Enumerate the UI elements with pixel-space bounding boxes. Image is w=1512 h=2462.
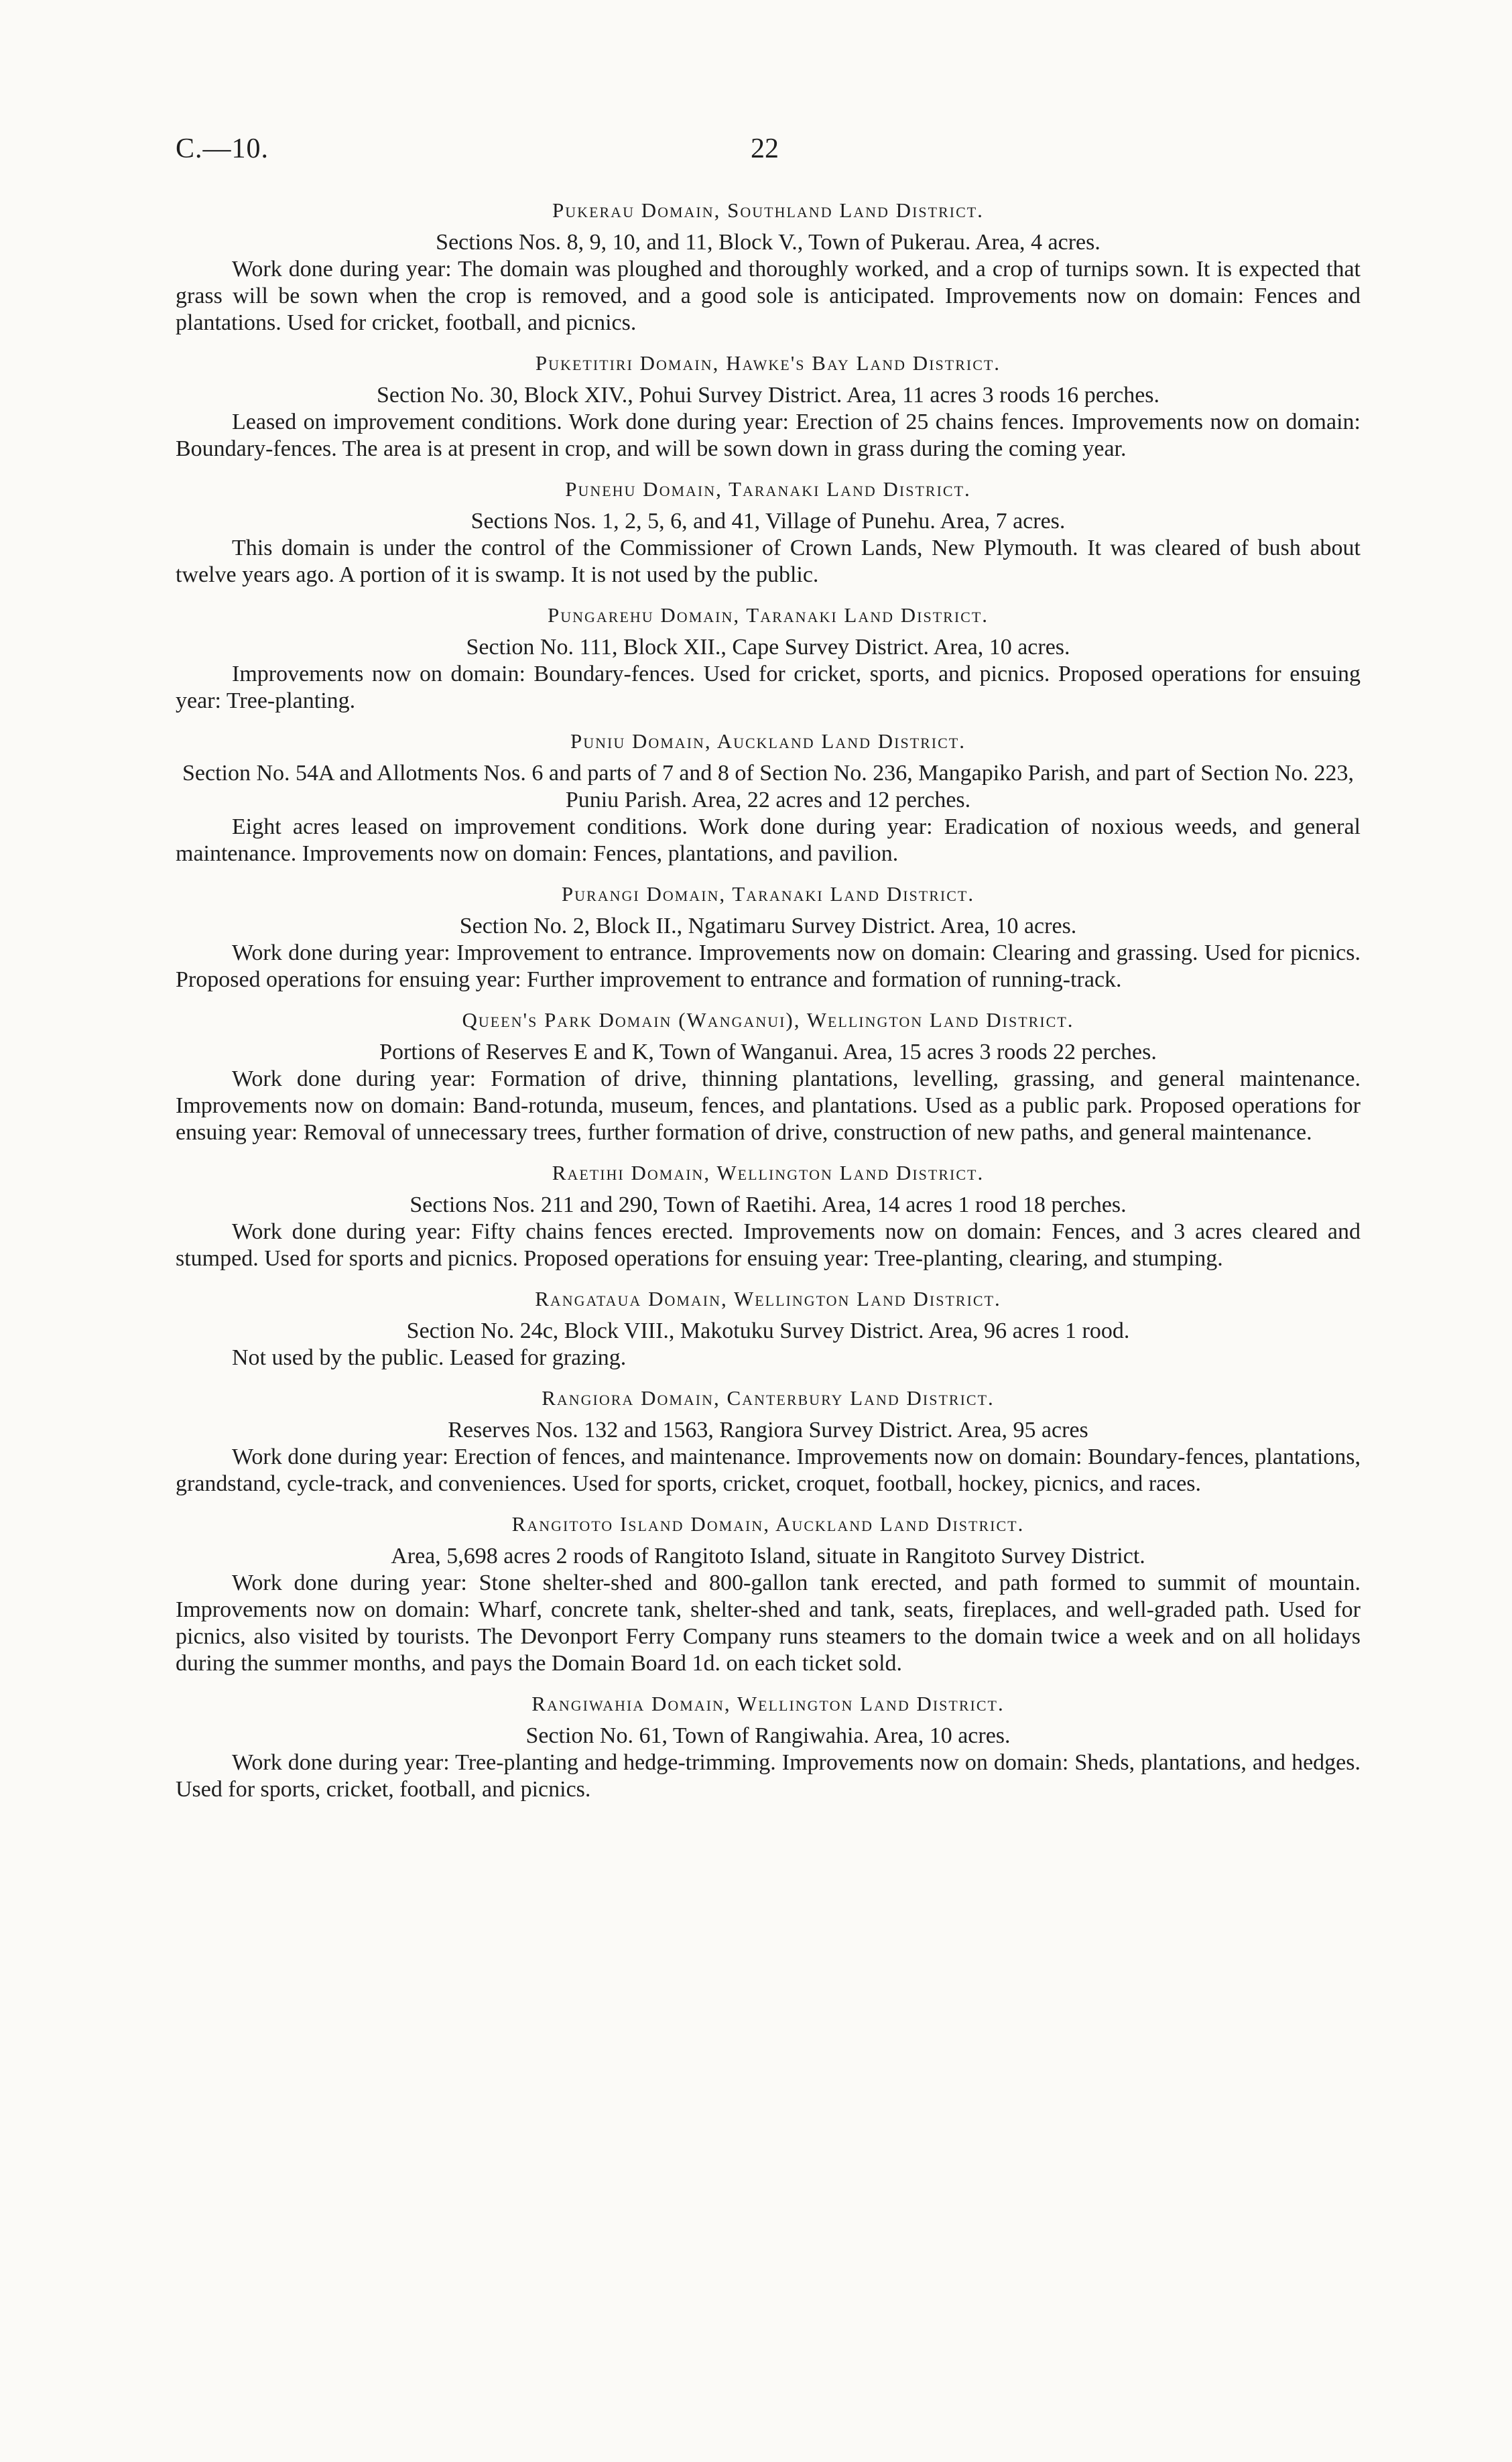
domain-paragraph: Work done during year: Stone shelter-shed and 800-gallon tank erected, and path formed to summit of mountain. Improvements now on domain: Wharf, concrete tank, shelter-shed and tank, seats, fireplaces, and well-graded path. Used for picnics, also visited by tourists. The Devonport Ferry Company runs steamers to the domain twice a week and on all holidays during the summer months, and pays the Domain Board 1d. on each ticket sold. xyxy=(176,1571,1361,1676)
domain-entry xyxy=(176,1512,1361,1677)
domain-heading: Puniu Domain, Auckland Land District. xyxy=(570,729,966,753)
domain-paragraph: This domain is under the control of the Commissioner of Crown Lands, New Plymouth. It was cleared of bush about twelve years ago. A portion of it is swamp. It is not used by the public. xyxy=(176,536,1361,587)
page-number: 22 xyxy=(751,133,779,164)
domain-paragraph: Work done during year: Fifty chains fences erected. Improvements now on domain: Fences, and 3 acres cleared and stumped. Used for sports and picnics. Proposed operations for ensuing year: Tree-planting, clearing, and stumping. xyxy=(176,1219,1361,1271)
domain-paragraph: Leased on improvement conditions. Work done during year: Erection of 25 chains fences. Improvements now on domain: Boundary-fences. The area is at present in crop, and will be sown down in grass during the coming year. xyxy=(176,410,1361,461)
domain-description: Reserves Nos. 132 and 1563, Rangiora Survey District. Area, 95 acres xyxy=(448,1418,1088,1442)
domain-entry xyxy=(176,198,1361,336)
domain-entry xyxy=(176,351,1361,463)
document-reference: C.—10. xyxy=(176,133,269,164)
domain-description: Area, 5,698 acres 2 roods of Rangitoto Island, situate in Rangitoto Survey District. xyxy=(391,1544,1145,1568)
domain-paragraph: Work done during year: Erection of fences, and maintenance. Improvements now on domain: Boundary-fences, plantations, grandstand, cycle-track, and conveniences. Used for sports, cricket, croquet, football, hockey, picnics, and races. xyxy=(176,1444,1361,1496)
domain-entry xyxy=(176,603,1361,715)
domain-heading: Rangiora Domain, Canterbury Land District. xyxy=(542,1386,995,1410)
domain-heading: Rangiwahia Domain, Wellington Land District. xyxy=(531,1692,1005,1715)
domain-description: Section No. 30, Block XIV., Pohui Survey District. Area, 11 acres 3 roods 16 perches. xyxy=(376,383,1160,408)
domain-entry xyxy=(176,1287,1361,1371)
domain-description: Sections Nos. 211 and 290, Town of Raetihi. Area, 14 acres 1 rood 18 perches. xyxy=(410,1192,1127,1217)
domain-entry xyxy=(176,1161,1361,1272)
domain-entry xyxy=(176,1008,1361,1146)
domain-description: Section No. 2, Block II., Ngatimaru Survey District. Area, 10 acres. xyxy=(459,914,1077,938)
domain-paragraph: Not used by the public. Leased for grazing. xyxy=(232,1345,627,1370)
domain-paragraph: Eight acres leased on improvement conditions. Work done during year: Eradication of noxious weeds, and general maintenance. Improvements now on domain: Fences, plantations, and pavilion. xyxy=(176,814,1361,866)
domain-description: Section No. 61, Town of Rangiwahia. Area, 10 acres. xyxy=(525,1723,1011,1748)
domain-description: Section No. 54A and Allotments Nos. 6 and parts of 7 and 8 of Section No. 236, Mangapiko Parish, and part of Section No. 223, Puniu Parish. Area, 22 acres and 12 perches. xyxy=(182,761,1354,812)
domain-entry xyxy=(176,729,1361,867)
domain-description: Portions of Reserves E and K, Town of Wanganui. Area, 15 acres 3 roods 22 perches. xyxy=(379,1040,1157,1064)
domain-description: Section No. 111, Block XII., Cape Survey District. Area, 10 acres. xyxy=(466,635,1070,660)
domain-description: Section No. 24c, Block VIII., Makotuku Survey District. Area, 96 acres 1 rood. xyxy=(406,1318,1130,1343)
domain-entry xyxy=(176,882,1361,993)
domain-paragraph: Improvements now on domain: Boundary-fences. Used for cricket, sports, and picnics. Proposed operations for ensuing year: Tree-planting. xyxy=(176,662,1361,713)
domain-paragraph: Work done during year: Improvement to entrance. Improvements now on domain: Clearing and grassing. Used for picnics. Proposed operations for ensuing year: Further improvement to entrance and formation of running-track. xyxy=(176,940,1361,992)
domain-heading: Pukerau Domain, Southland Land District. xyxy=(552,198,984,222)
domain-heading: Purangi Domain, Taranaki Land District. xyxy=(561,882,975,906)
domain-entry xyxy=(176,1692,1361,1803)
domain-heading: Pungarehu Domain, Taranaki Land District. xyxy=(547,603,989,627)
domain-paragraph: Work done during year: The domain was ploughed and thoroughly worked, and a crop of turnips sown. It is expected that grass will be sown when the crop is removed, and a good sole is anticipated. Improvements now on domain: Fences and plantations. Used for cricket, football, and picnics. xyxy=(176,257,1361,335)
domain-description: Sections Nos. 1, 2, 5, 6, and 41, Village of Punehu. Area, 7 acres. xyxy=(470,509,1066,534)
domain-entry xyxy=(176,1386,1361,1497)
domain-entry xyxy=(176,477,1361,589)
domain-heading: Queen's Park Domain (Wanganui), Wellington Land District. xyxy=(462,1008,1074,1032)
domain-heading: Rangataua Domain, Wellington Land District. xyxy=(535,1287,1001,1310)
domain-paragraph: Work done during year: Tree-planting and hedge-trimming. Improvements now on domain: Sheds, plantations, and hedges. Used for sports, cricket, football, and picnics. xyxy=(176,1750,1361,1802)
domain-heading: Raetihi Domain, Wellington Land District. xyxy=(552,1161,985,1184)
domain-heading: Rangitoto Island Domain, Auckland Land District. xyxy=(511,1512,1025,1536)
domain-entries xyxy=(176,198,1361,1818)
domain-description: Sections Nos. 8, 9, 10, and 11, Block V., Town of Pukerau. Area, 4 acres. xyxy=(436,230,1100,255)
domain-heading: Puketitiri Domain, Hawke's Bay Land District. xyxy=(535,351,1001,375)
domain-paragraph: Work done during year: Formation of drive, thinning plantations, levelling, grassing, and general maintenance. Improvements now on domain: Band-rotunda, museum, fences, and plantations. Used as a public park. Proposed operations for ensuing year: Removal of unnecessary trees, further formation of drive, construction of new paths, and general maintenance. xyxy=(176,1066,1361,1145)
domain-heading: Punehu Domain, Taranaki Land District. xyxy=(565,477,971,501)
